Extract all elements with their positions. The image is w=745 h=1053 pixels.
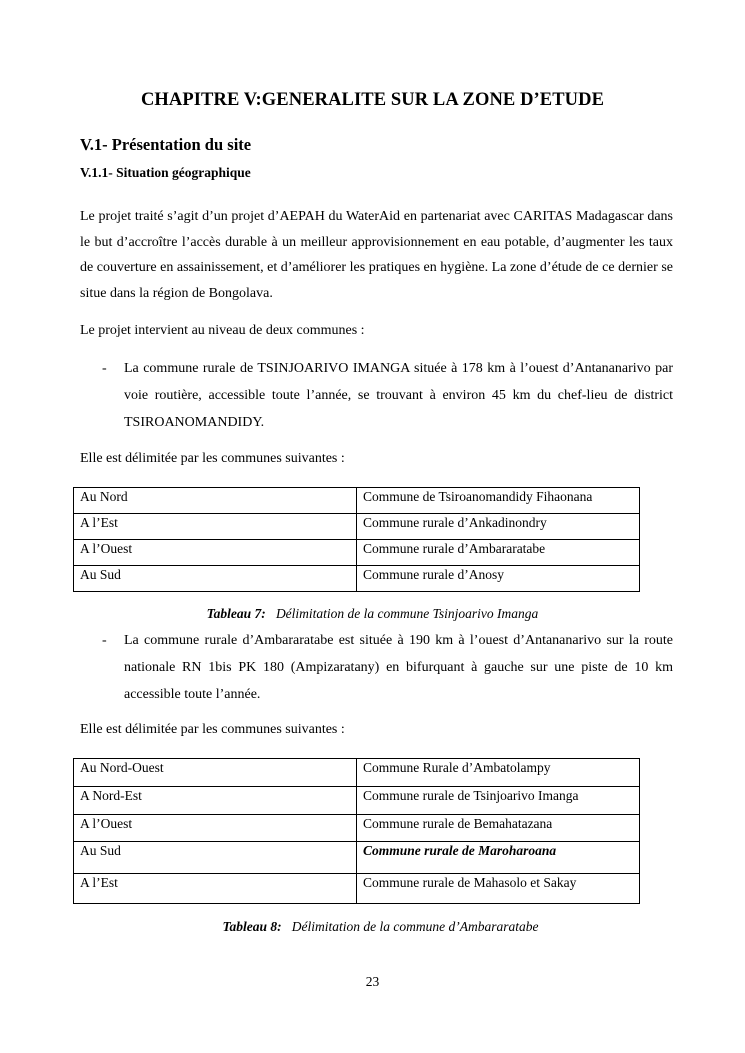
chapter-title: CHAPITRE V:GENERALITE SUR LA ZONE D’ETUDE	[140, 90, 605, 110]
table-cell-commune: Commune Rurale d’Ambatolampy	[357, 759, 640, 787]
table-cell-direction: Au Nord	[74, 488, 357, 514]
table-caption-2	[8, 919, 745, 935]
section-heading: V.1- Présentation du site	[80, 135, 252, 154]
bullet-text: La commune rurale d’Ambararatabe est située à 190 km à l’ouest d’Antananarivo sur la route nationale RN 1bis PK 180 (Ampizaratany) en bifurquant à gauche sur une piste de 10 km accessible toute l’année.	[124, 633, 673, 702]
caption-text: Délimitation de la commune d’Ambararatabe	[291, 919, 539, 934]
page-number: 23	[365, 974, 380, 989]
table-cell-commune: Commune rurale d’Ambararatabe	[357, 540, 640, 566]
delimitation-intro: Elle est délimitée par les communes suivantes :	[80, 451, 345, 466]
table-cell-direction: A Nord-Est	[74, 787, 357, 815]
table-cell-direction: A l’Ouest	[74, 815, 357, 842]
table-cell-commune: Commune rurale de Tsinjoarivo Imanga	[357, 787, 640, 815]
table-cell-commune: Commune rurale de Mahasolo et Sakay	[357, 874, 640, 904]
table-row	[74, 566, 640, 592]
table-caption-1	[0, 606, 745, 622]
communes-intro: Le projet intervient au niveau de deux communes :	[80, 323, 365, 338]
bullet-dash: -	[102, 633, 107, 648]
bullet-dash: -	[102, 361, 107, 376]
table-row	[74, 540, 640, 566]
caption-label: Tableau 7:	[206, 606, 266, 621]
subsection-heading: V.1.1- Situation géographique	[80, 165, 251, 180]
delimitation-table-1	[73, 487, 640, 592]
table-cell-direction: Au Sud	[74, 566, 357, 592]
bullet-text: La commune rurale de TSINJOARIVO IMANGA située à 178 km à l’ouest d’Antananarivo par voie routière, accessible toute l’année, se trouvant à environ 45 km du chef-lieu de district TSIROANOMANDIDY.	[124, 361, 673, 430]
table-cell-commune: Commune rurale de Bemahatazana	[357, 815, 640, 842]
table-row	[74, 787, 640, 815]
table-cell-direction: A l’Ouest	[74, 540, 357, 566]
table-cell-direction: Au Nord-Ouest	[74, 759, 357, 787]
table-cell-direction: A l’Est	[74, 874, 357, 904]
table-cell-commune: Commune rurale de Maroharoana	[357, 842, 640, 874]
table-cell-direction: Au Sud	[74, 842, 357, 874]
table-row	[74, 514, 640, 540]
table-row	[74, 874, 640, 904]
caption-text: Délimitation de la commune Tsinjoarivo Imanga	[275, 606, 539, 621]
table-row	[74, 488, 640, 514]
delimitation-table-2	[73, 758, 640, 904]
table-cell-commune: Commune rurale d’Anosy	[357, 566, 640, 592]
intro-paragraph: Le projet traité s’agit d’un projet d’AEPAH du WaterAid en partenariat avec CARITAS Madagascar dans le but d’accroître l’accès durable à un meilleur approvisionnement en eau potable, d’augmenter les taux de couverture en assainissement, et d’améliorer les pratiques en hygiène. La zone d’étude de ce dernier se situe dans la région de Bongolava.	[80, 209, 673, 301]
table-row	[74, 759, 640, 787]
table-cell-direction: A l’Est	[74, 514, 357, 540]
table-row	[74, 842, 640, 874]
table-cell-commune: Commune rurale d’Ankadinondry	[357, 514, 640, 540]
delimitation-intro: Elle est délimitée par les communes suivantes :	[80, 722, 345, 737]
table-cell-commune: Commune de Tsiroanomandidy Fihaonana	[357, 488, 640, 514]
caption-label: Tableau 8:	[222, 919, 282, 934]
table-row	[74, 815, 640, 842]
